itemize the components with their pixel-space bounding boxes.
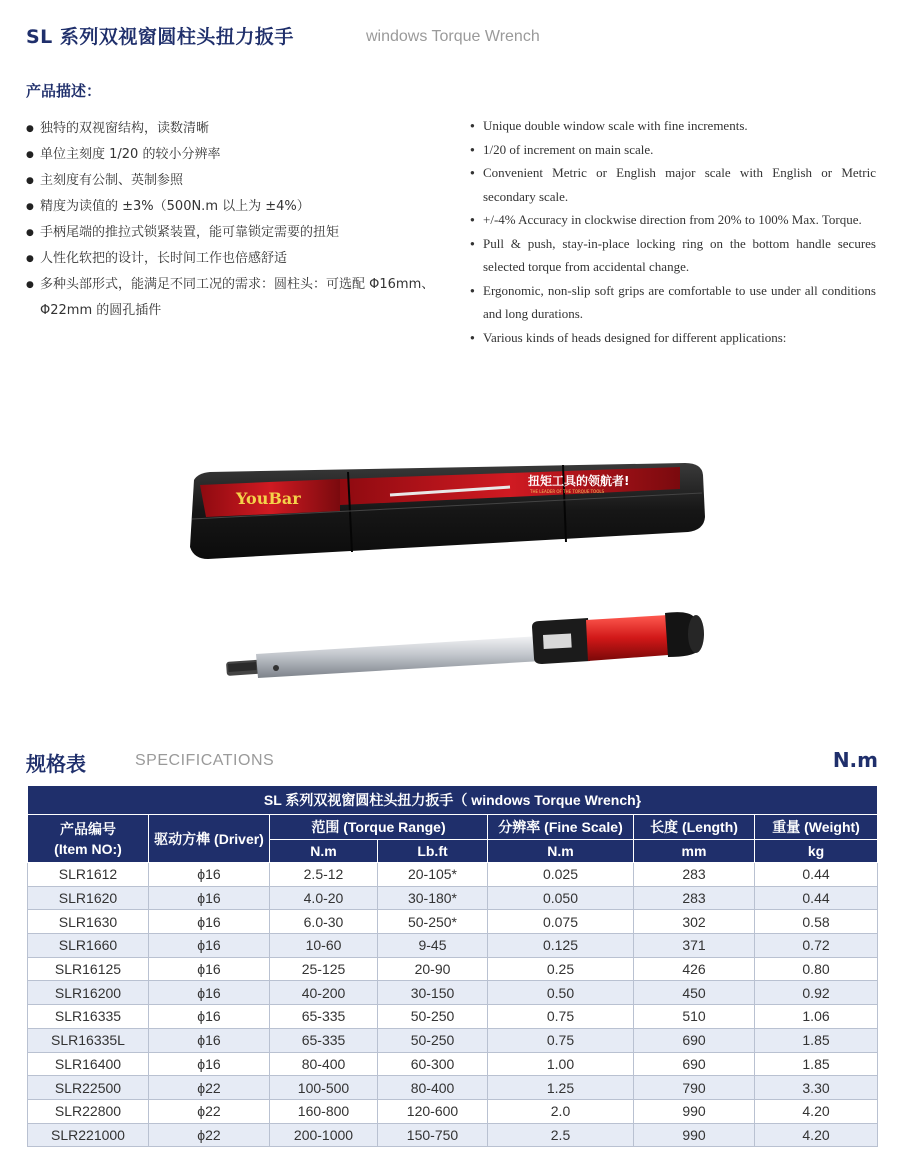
table-cell: 25-125 (270, 957, 378, 981)
case-brand-label: YouBar (236, 489, 301, 508)
table-row (28, 934, 878, 958)
table-cell: 1.85 (755, 1028, 878, 1052)
case-banner-sublabel: THE LEADER OF THE TORQUE TOOLS (530, 489, 605, 494)
table-cell: ϕ16 (149, 886, 270, 910)
table-cell: ϕ22 (149, 1123, 270, 1147)
table-cell: ϕ16 (149, 957, 270, 981)
table-cell: 0.44 (755, 863, 878, 887)
table-row (28, 1005, 878, 1029)
table-cell: 0.025 (488, 863, 634, 887)
table-row (28, 1052, 878, 1076)
table-cell: 30-180* (378, 886, 488, 910)
table-cell: 0.50 (488, 981, 634, 1005)
table-cell: 0.25 (488, 957, 634, 981)
table-cell: 0.75 (488, 1005, 634, 1029)
table-cell: SLR16125 (28, 957, 149, 981)
table-cell: 283 (634, 886, 755, 910)
table-cell: 60-300 (378, 1052, 488, 1076)
table-row (28, 1076, 878, 1100)
table-cell: 3.30 (755, 1076, 878, 1100)
table-cell: SLR22800 (28, 1099, 149, 1123)
col-header-fine: 分辨率 (Fine Scale) (488, 815, 634, 840)
table-cell: 160-800 (270, 1099, 378, 1123)
col-header-item: 产品编号 (Item NO:) (28, 815, 149, 863)
list-item: ● Unique double window scale with fine increments. (470, 114, 876, 138)
page-subtitle: windows Torque Wrench (366, 28, 540, 45)
table-row (28, 1123, 878, 1147)
table-cell: ϕ16 (149, 934, 270, 958)
table-cell: 1.00 (488, 1052, 634, 1076)
list-item: ● Convenient Metric or English major scale with English or Metric secondary scale. (470, 161, 876, 208)
table-cell: 450 (634, 981, 755, 1005)
table-cell: SLR221000 (28, 1123, 149, 1147)
table-cell: 2.0 (488, 1099, 634, 1123)
table-cell: 65-335 (270, 1005, 378, 1029)
table-body (28, 863, 878, 1147)
table-cell: SLR16400 (28, 1052, 149, 1076)
list-item: ● 1/20 of increment on main scale. (470, 138, 876, 162)
unit-label: N.m (832, 748, 878, 772)
table-cell: 2.5 (488, 1123, 634, 1147)
table-cell: SLR16335L (28, 1028, 149, 1052)
table-cell: 80-400 (378, 1076, 488, 1100)
torque-wrench (226, 612, 704, 678)
table-cell: 4.20 (755, 1123, 878, 1147)
sub-header-length-mm: mm (634, 840, 755, 863)
table-cell: 510 (634, 1005, 755, 1029)
table-cell: ϕ16 (149, 863, 270, 887)
specs-heading-en: SPECIFICATIONS (135, 752, 275, 769)
table-cell: 200-1000 (270, 1123, 378, 1147)
list-item: ● +/-4% Accuracy in clockwise direction from 20% to 100% Max. Torque. (470, 208, 876, 232)
table-cell: 65-335 (270, 1028, 378, 1052)
table-cell: SLR22500 (28, 1076, 149, 1100)
table-cell: ϕ16 (149, 910, 270, 934)
list-item: ● Various kinds of heads designed for different applications: (470, 326, 876, 350)
table-cell: 690 (634, 1052, 755, 1076)
table-row (28, 981, 878, 1005)
table-cell: 0.44 (755, 886, 878, 910)
table-row (28, 957, 878, 981)
description-list-en (470, 114, 876, 349)
table-cell: 990 (634, 1123, 755, 1147)
table-cell: 4.20 (755, 1099, 878, 1123)
table-cell: 790 (634, 1076, 755, 1100)
table-cell: SLR1612 (28, 863, 149, 887)
list-item: ● Ergonomic, non-slip soft grips are comfortable to use under all conditions and long durations. (470, 279, 876, 326)
table-row (28, 1099, 878, 1123)
table-cell: ϕ22 (149, 1099, 270, 1123)
table-cell: 4.0-20 (270, 886, 378, 910)
list-item: ● 手柄尾端的推拉式锁紧装置，能可靠锁定需要的扭矩 (26, 220, 446, 246)
sub-header-range-nm: N.m (270, 840, 378, 863)
table-row (28, 910, 878, 934)
table-cell: ϕ16 (149, 981, 270, 1005)
table-cell: 0.75 (488, 1028, 634, 1052)
table-cell: 80-400 (270, 1052, 378, 1076)
sub-header-fine-nm: N.m (488, 840, 634, 863)
case-banner-label: 扭矩工具的领航者! (528, 474, 630, 488)
specs-heading: 规格表 (26, 752, 86, 776)
list-item: ● 主刻度有公制、英制参照 (26, 168, 446, 194)
specifications-table (27, 785, 878, 1147)
table-cell: 2.5-12 (270, 863, 378, 887)
list-item: ● Pull & push, stay-in-place locking ring on the bottom handle secures selected torque from accidental change. (470, 232, 876, 279)
table-cell: 20-105* (378, 863, 488, 887)
sub-header-weight-kg: kg (755, 840, 878, 863)
list-item: ● 精度为读值的 ±3%（500N.m 以上为 ±4%） (26, 194, 446, 220)
table-cell: 1.06 (755, 1005, 878, 1029)
table-cell: 1.85 (755, 1052, 878, 1076)
table-cell: 0.92 (755, 981, 878, 1005)
table-row (28, 863, 878, 887)
page-title: SL 系列双视窗圆柱头扭力扳手 (26, 26, 294, 48)
table-caption: SL 系列双视窗圆柱头扭力扳手（ windows Torque Wrench} (28, 786, 878, 815)
table-cell: ϕ16 (149, 1005, 270, 1029)
table-cell: ϕ16 (149, 1052, 270, 1076)
table-cell: 0.80 (755, 957, 878, 981)
list-item: ● 多种头部形式，能满足不同工况的需求：圆柱头：可选配 Φ16mm、Φ22mm 的圆孔插件 (26, 272, 446, 324)
table-cell: 10-60 (270, 934, 378, 958)
table-cell: 990 (634, 1099, 755, 1123)
table-cell: 371 (634, 934, 755, 958)
table-cell: 50-250 (378, 1028, 488, 1052)
table-cell: SLR16200 (28, 981, 149, 1005)
table-cell: 0.125 (488, 934, 634, 958)
col-header-length: 长度 (Length) (634, 815, 755, 840)
table-row (28, 886, 878, 910)
table-cell: 30-150 (378, 981, 488, 1005)
table-cell: 283 (634, 863, 755, 887)
table-cell: 0.050 (488, 886, 634, 910)
table-cell: 40-200 (270, 981, 378, 1005)
list-item: ● 人性化软把的设计，长时间工作也倍感舒适 (26, 246, 446, 272)
table-cell: 0.075 (488, 910, 634, 934)
list-item: ● 单位主刻度 1/20 的较小分辨率 (26, 142, 446, 168)
table-cell: 120-600 (378, 1099, 488, 1123)
table-cell: ϕ16 (149, 1028, 270, 1052)
table-cell: 50-250* (378, 910, 488, 934)
table-cell: 9-45 (378, 934, 488, 958)
table-cell: 426 (634, 957, 755, 981)
table-cell: ϕ22 (149, 1076, 270, 1100)
description-list-cn (26, 116, 446, 324)
product-image (180, 455, 720, 695)
table-cell: 6.0-30 (270, 910, 378, 934)
col-header-range: 范围 (Torque Range) (270, 815, 488, 840)
table-cell: 100-500 (270, 1076, 378, 1100)
col-header-driver: 驱动方榫 (Driver) (149, 815, 270, 863)
table-cell: 20-90 (378, 957, 488, 981)
table-cell: 0.72 (755, 934, 878, 958)
table-cell: 690 (634, 1028, 755, 1052)
carry-case (190, 463, 705, 559)
table-cell: SLR1660 (28, 934, 149, 958)
table-cell: SLR16335 (28, 1005, 149, 1029)
col-header-weight: 重量 (Weight) (755, 815, 878, 840)
list-item: ● 独特的双视窗结构，读数清晰 (26, 116, 446, 142)
table-cell: 0.58 (755, 910, 878, 934)
table-cell: 50-250 (378, 1005, 488, 1029)
sub-header-range-lbft: Lb.ft (378, 840, 488, 863)
table-cell: 302 (634, 910, 755, 934)
table-cell: SLR1620 (28, 886, 149, 910)
table-cell: 1.25 (488, 1076, 634, 1100)
table-cell: 150-750 (378, 1123, 488, 1147)
table-row (28, 1028, 878, 1052)
description-heading: 产品描述： (26, 82, 102, 100)
table-cell: SLR1630 (28, 910, 149, 934)
